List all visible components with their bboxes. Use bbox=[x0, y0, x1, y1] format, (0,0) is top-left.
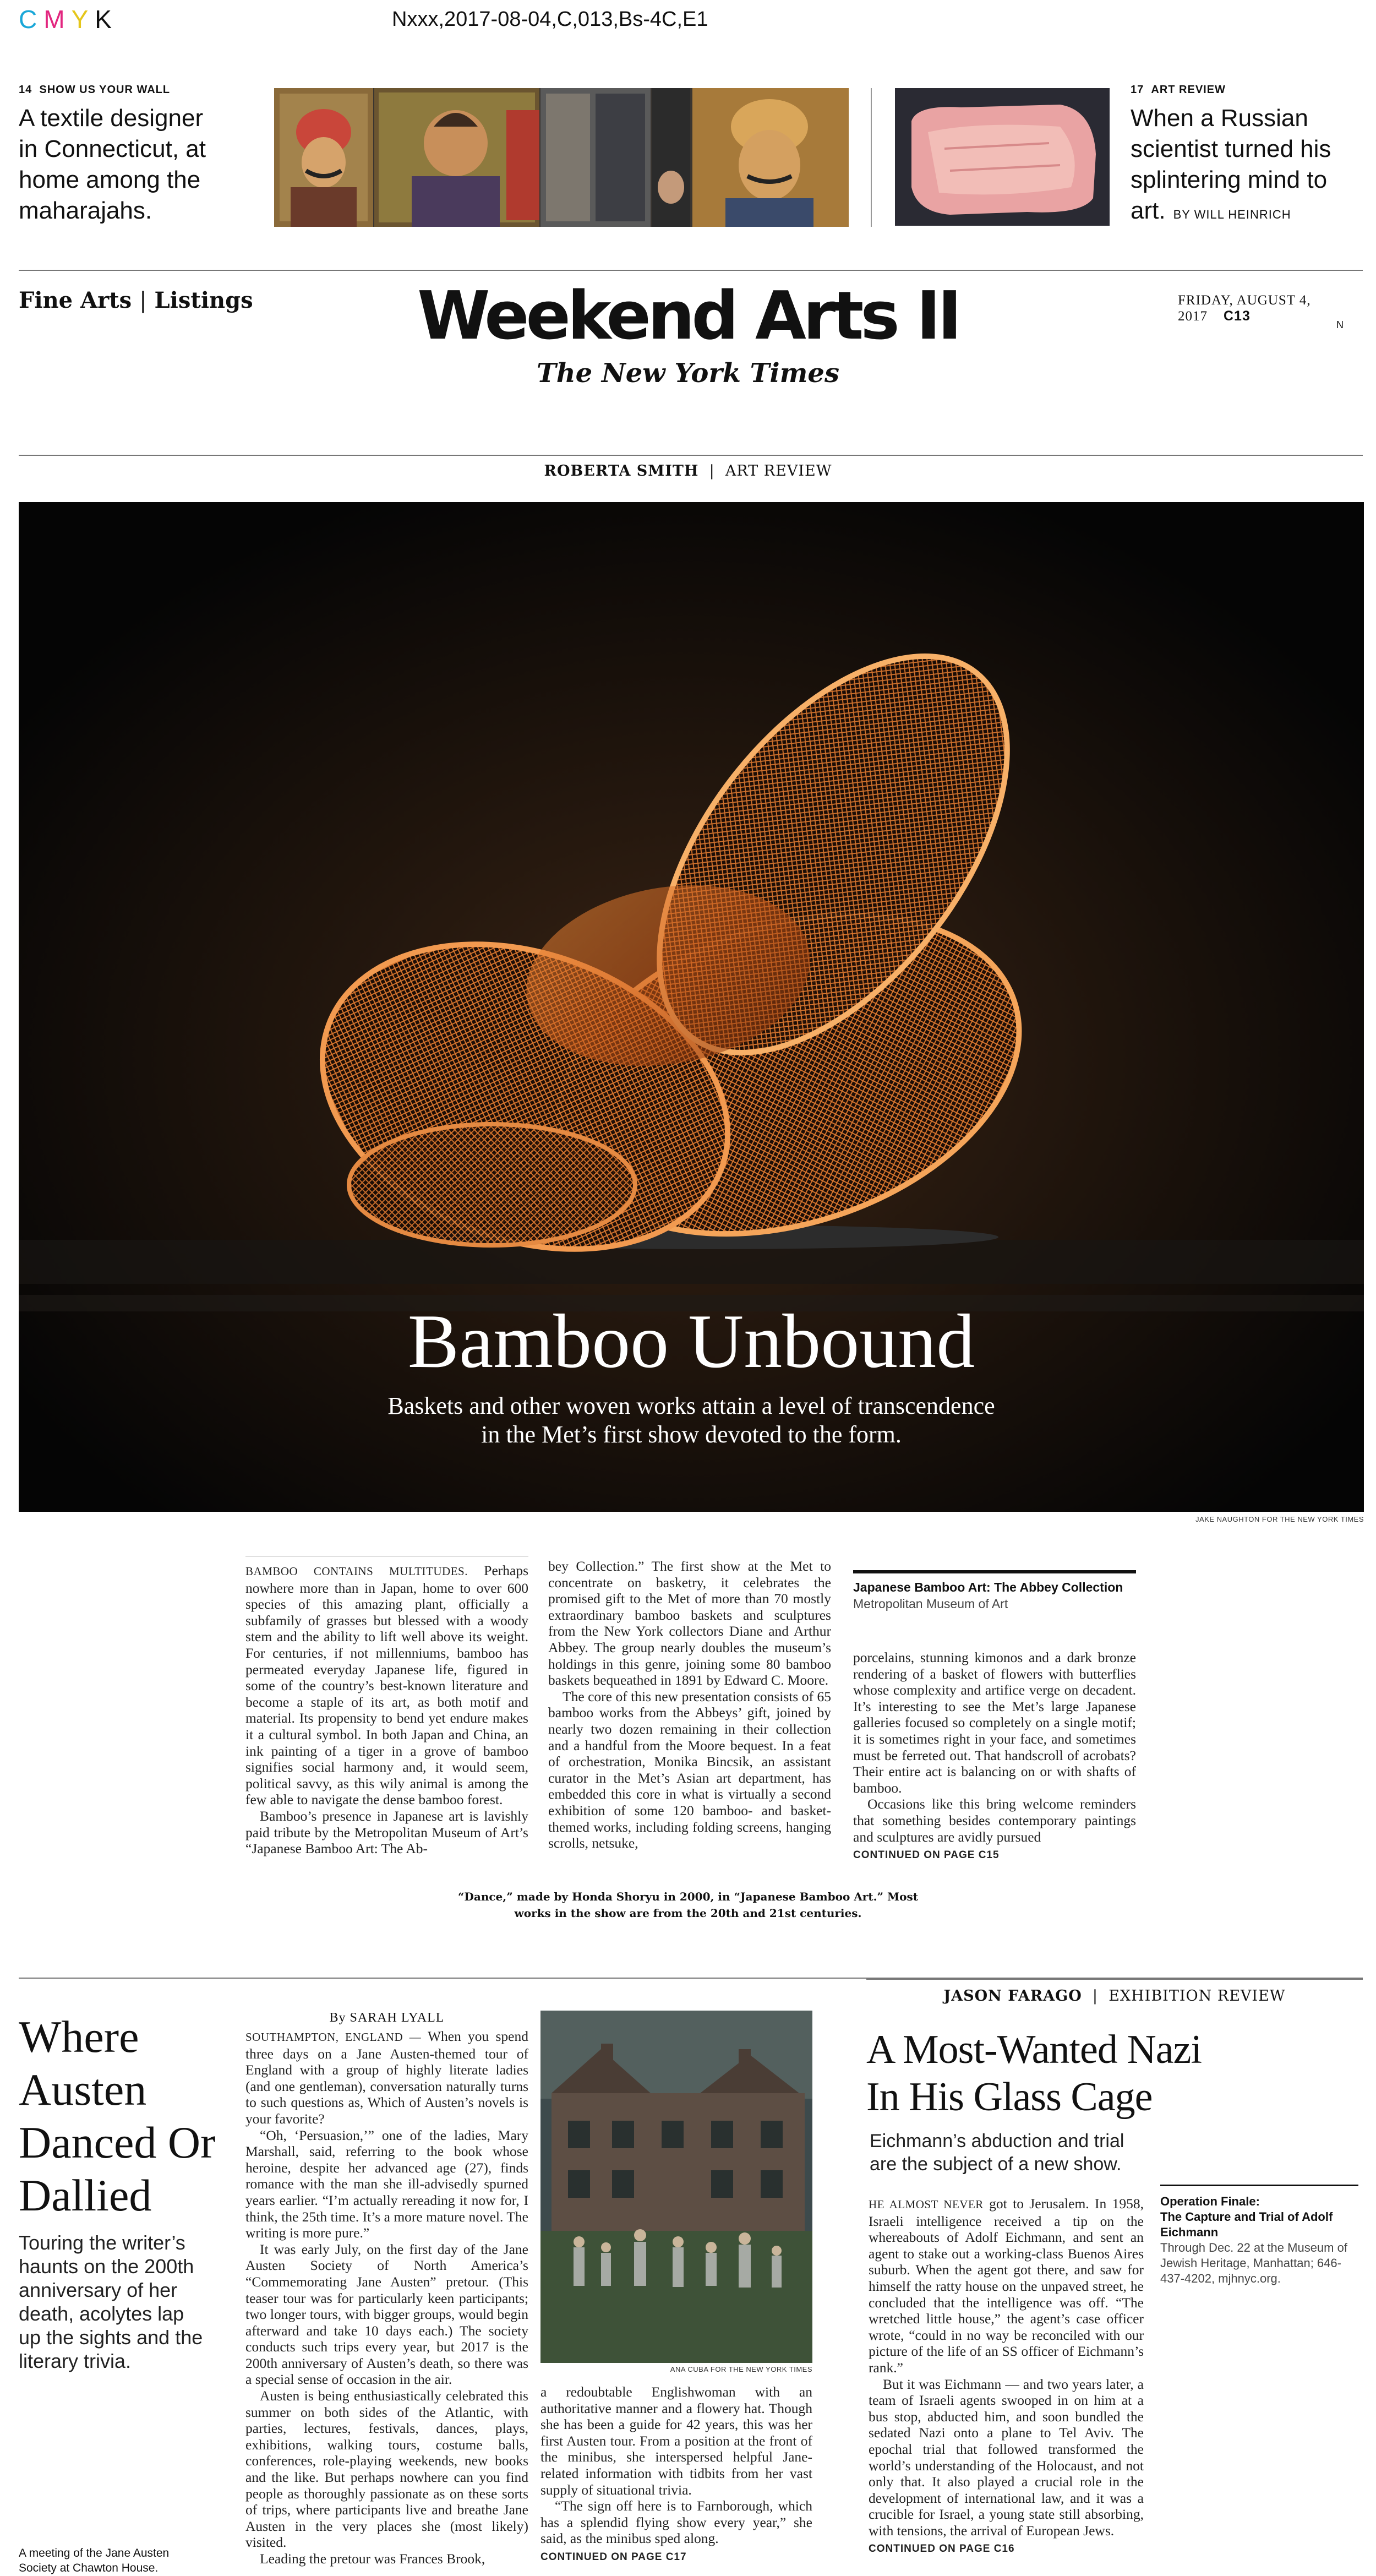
eichmann-infobox bbox=[1160, 2185, 1358, 2286]
austen-headline[interactable]: Where Austen Danced Or Dallied bbox=[19, 2012, 216, 2220]
austen-continued[interactable]: CONTINUED ON PAGE C17 bbox=[540, 2551, 687, 2563]
austen-photo-credit: ANA CUBA FOR THE NEW YORK TIMES bbox=[670, 2365, 812, 2373]
lead-continued[interactable]: CONTINUED ON PAGE C15 bbox=[853, 1849, 1000, 1861]
austen-column-1: SOUTHAMPTON, ENGLAND — When you spend three days on a Jane Austen-themed tour of England with a group of highly literate ladies (and one gentleman), conversation naturally turns to such questions as, Which of Austen’s novels is your favorite? “Oh, ‘Persuasion,’” one of the ladies, Mary Marshall, said, referring to the book whose heroine, despite her advanced age (27), finds romance with the man she ill-advisedly spurned years earlier. “I’m actually rereading it now for, I think, the 25th time. It’s a more mature novel. The writing is more pure.” It was early July, on the first day of the Jane Austen Society of North America’s “Commemorating Jane Austen” pretour. (This teaser tour was for particularly keen participants; two longer tours, with bigger groups, would begin afterward and take 10 days each.) The society conducts such trips every year, but 2017 is the 200th anniversary of Austen’s death, so there was a special sense of occasion in the air. Austen is being enthusiastically celebrated this summer on both sides of the Atlantic, with parties, lectures, festivals, dances, plays, exhibitions, walking tours, costume balls, conferences, role-playing weekends, new books and the like. But perhaps nowhere can you find people as thoroughly passionate as on these sorts of trips, where participants live and breathe Jane Austen in the very places she (most likely) visited. Leading the pretour was Frances Brook, bbox=[245, 2028, 528, 2567]
eichmann-headline[interactable]: A Most-Wanted Nazi In His Glass Cage bbox=[866, 2027, 1202, 2120]
infobox-venue: Metropolitan Museum of Art bbox=[853, 1597, 1008, 1611]
lead-column-2: bey Collection.” The first show at the Met to concentrate on basketry, it celebrates the promised gift to the Met of more than 70 mostly extraordinary bamboo baskets and sculptures from the New York collectors Diane and Arthur Abbey. The group nearly doubles the museum’s holdings in this genre, joining some 80 bamboo baskets bequeathed in 1891 by Edward C. Moore. The core of this new presentation consists of 65 bamboo works from the Abbeys’ gift, joined by nearly two dozen remaining in their collection and a handful from the Moore bequest. In a feat of orchestration, Monika Bincsik, an assistant curator in the Met’s Asian art department, has embedded this core in what is virtually a second exhibition of some 120 bamboo- and basket-themed works, including folding screens, hanging scrolls, netsuke, bbox=[548, 1558, 831, 1851]
left-teaser[interactable] bbox=[19, 84, 228, 226]
lead-infobox bbox=[853, 1570, 1136, 1612]
page-slug: Nxxx,2017-08-04,C,013,Bs-4C,E1 bbox=[392, 8, 708, 31]
nav-listings[interactable]: Listings bbox=[154, 287, 253, 313]
page-number: C13 bbox=[1224, 308, 1251, 324]
eichmann-column: HE ALMOST NEVER got to Jerusalem. In 1958, Israeli intelligence received a tip on the whereabouts of Adolf Eichmann, and sent an agent to stake out a working-class Buenos Aires suburb. When the agent got there, and saw for himself the ratty house on the unpaved street, he concluded that the intelligence was off. “The wretched little house,” the agent’s case officer wrote, “could in no way be reconciled with our picture of the life of an SS officer of Eichmann’s rank.” But it was Eichmann — and two years later, a team of Israeli agents swooped in on him at a bus stop, abducted him, and soon bundled the sedated Nazi onto a plane to Tel Aviv. The epochal trial that followed transformed the world’s understanding of the Holocaust, and not only that. It also played a crucial role in the development of international law, and it was a crucible for Israel, a young state still absorbing, with tensions, the arrival of European Jews. CONTINUED ON PAGE C16 bbox=[869, 2196, 1144, 2557]
maharajah-paintings-photo[interactable] bbox=[274, 88, 849, 227]
cmyk-k: K bbox=[95, 5, 118, 34]
right-teaser[interactable] bbox=[1131, 84, 1362, 230]
lead-opening: BAMBOO CONTAINS MULTITUDES. bbox=[245, 1565, 468, 1578]
right-teaser-text: When a Russian scientist turned his splintering mind to art. BY WILL HEINRICH bbox=[1131, 105, 1331, 224]
right-teaser-byline: BY WILL HEINRICH bbox=[1173, 208, 1291, 221]
eichmann-info-title: Operation Finale: bbox=[1160, 2194, 1260, 2208]
lead-photo-credit: JAKE NAUGHTON FOR THE NEW YORK TIMES bbox=[1195, 1515, 1364, 1523]
lead-photo-caption: “Dance,” made by Honda Shoryu in 2000, in “Japanese Bamboo Art.” Most works in the show are from the 20th and 21st centuries. bbox=[458, 1890, 918, 1920]
eichmann-author: JASON FARAGO bbox=[943, 1987, 1082, 2005]
nav-fine-arts[interactable]: Fine Arts bbox=[19, 287, 132, 313]
lead-kicker: ART REVIEW bbox=[725, 462, 832, 480]
lead-column-3: porcelains, stunning kimonos and a dark bronze rendering of a basket of flowers with butterflies whose complexity and artifice verge on decadent. It’s interesting to see the Met’s large Japanese galleries focused so completely on a single motif; it is sometimes right in your face, and sometimes must be ferreted out. That handscroll of acrobats? Their entire act is balancing on or with shafts of bamboo. Occasions like this bring welcome reminders that something besides contemporary paintings and sculptures are avidly pursued CONTINUED ON PAGE C15 bbox=[853, 1649, 1136, 1864]
lead-headline: Bamboo Unbound bbox=[407, 1299, 975, 1384]
eichmann-kicker: EXHIBITION REVIEW bbox=[1109, 1987, 1286, 2005]
lead-column-1: BAMBOO CONTAINS MULTITUDES. Perhaps nowhere more than in Japan, home to over 600 species of this amazing plant, officially a subfamily of grasses but blessed with a woody stem and the ability to lift well above its weight. For centuries, if not millenniums, bamboo has permeated everyday Japanese life, figured in some of the country’s best-known literature and become a staple of its art, as both motif and material. Its propensity to bend yet endure makes it a cultural symbol. In both Japan and China, an ink painting of a tiger in a grove of bamboo signifies social harmony and, it would seem, political savvy, as this wily animal is among the few able to navigate the dense bamboo forest. Bamboo’s presence in Japanese art is lavishly paid tribute by the Metropolitan Museum of Art’s “Japanese Bamboo Art: The Ab- bbox=[245, 1562, 528, 1857]
eichmann-continued[interactable]: CONTINUED ON PAGE C16 bbox=[869, 2543, 1015, 2555]
nyt-logo: The New York Times bbox=[537, 358, 839, 389]
eichmann-info-subtitle: The Capture and Trial of Adolf Eichmann bbox=[1160, 2210, 1333, 2239]
eichmann-byline: JASON FARAGO | EXHIBITION REVIEW bbox=[943, 1987, 1286, 2005]
austen-photo-caption: A meeting of the Jane Austen Society at Chawton House. bbox=[19, 2547, 170, 2574]
cmyk-c: C bbox=[19, 5, 44, 34]
lead-author: ROBERTA SMITH bbox=[544, 462, 699, 480]
austen-deck: Touring the writer’s haunts on the 200th anniversary of her death, acolytes lap up the sights and the literary trivia. bbox=[19, 2231, 203, 2372]
austen-dateline: SOUTHAMPTON, ENGLAND — bbox=[245, 2030, 422, 2044]
masthead-top-rule bbox=[19, 270, 1363, 271]
teaser-divider bbox=[871, 88, 872, 227]
left-teaser-text: A textile designer in Connecticut, at home among the maharajahs. bbox=[19, 105, 206, 224]
section-nav bbox=[19, 287, 253, 313]
weekend-arts-title: Weekend Arts II bbox=[417, 278, 959, 355]
austen-column-2: a redoubtable Englishwoman with an authoritative manner and a flowery hat. Though she has been a guide for 42 years, this was her first Austen tour. From a position at the front of the minibus, she interspersed helpful Jane-related information with tidbits from her vast supply of situational trivia. “The sign off here is to Farnborough, which has a splendid flying show every year,” she said, as the minibus sped along. CONTINUED ON PAGE C17 bbox=[540, 2384, 812, 2566]
eichmann-info-details: Through Dec. 22 at the Museum of Jewish Heritage, Manhattan; 646-437-4202, mjhnyc.org. bbox=[1160, 2241, 1347, 2285]
bamboo-dance-sculpture-photo[interactable] bbox=[19, 502, 1364, 1512]
left-teaser-label: 14 SHOW US YOUR WALL bbox=[19, 84, 171, 96]
masthead-bottom-rule bbox=[19, 455, 1363, 456]
austen-byline: By SARAH LYALL bbox=[329, 2011, 445, 2025]
right-teaser-label: 17 ART REVIEW bbox=[1131, 84, 1226, 96]
nav-separator: | bbox=[139, 288, 147, 313]
cmyk-registration bbox=[19, 4, 118, 34]
lead-deck: Baskets and other woven works attain a level of transcendence in the Met’s first show devoted to the form. bbox=[387, 1392, 995, 1448]
cmyk-m: M bbox=[43, 5, 72, 34]
infobox-title: Japanese Bamboo Art: The Abbey Collection bbox=[853, 1580, 1123, 1594]
russian-scientist-art-photo[interactable] bbox=[895, 88, 1110, 226]
eichmann-lead: HE ALMOST NEVER bbox=[869, 2198, 984, 2211]
eichmann-top-rule bbox=[866, 1979, 1363, 1980]
issue-date: FRIDAY, AUGUST 4, 2017 C13 bbox=[1178, 293, 1311, 324]
cmyk-y: Y bbox=[71, 5, 95, 34]
eichmann-deck: Eichmann’s abduction and trial are the subject of a new show. bbox=[870, 2131, 1124, 2175]
lead-byline: ROBERTA SMITH | ART REVIEW bbox=[544, 462, 832, 480]
chawton-house-photo[interactable] bbox=[540, 2011, 812, 2363]
edition-mark: N bbox=[1336, 319, 1344, 330]
